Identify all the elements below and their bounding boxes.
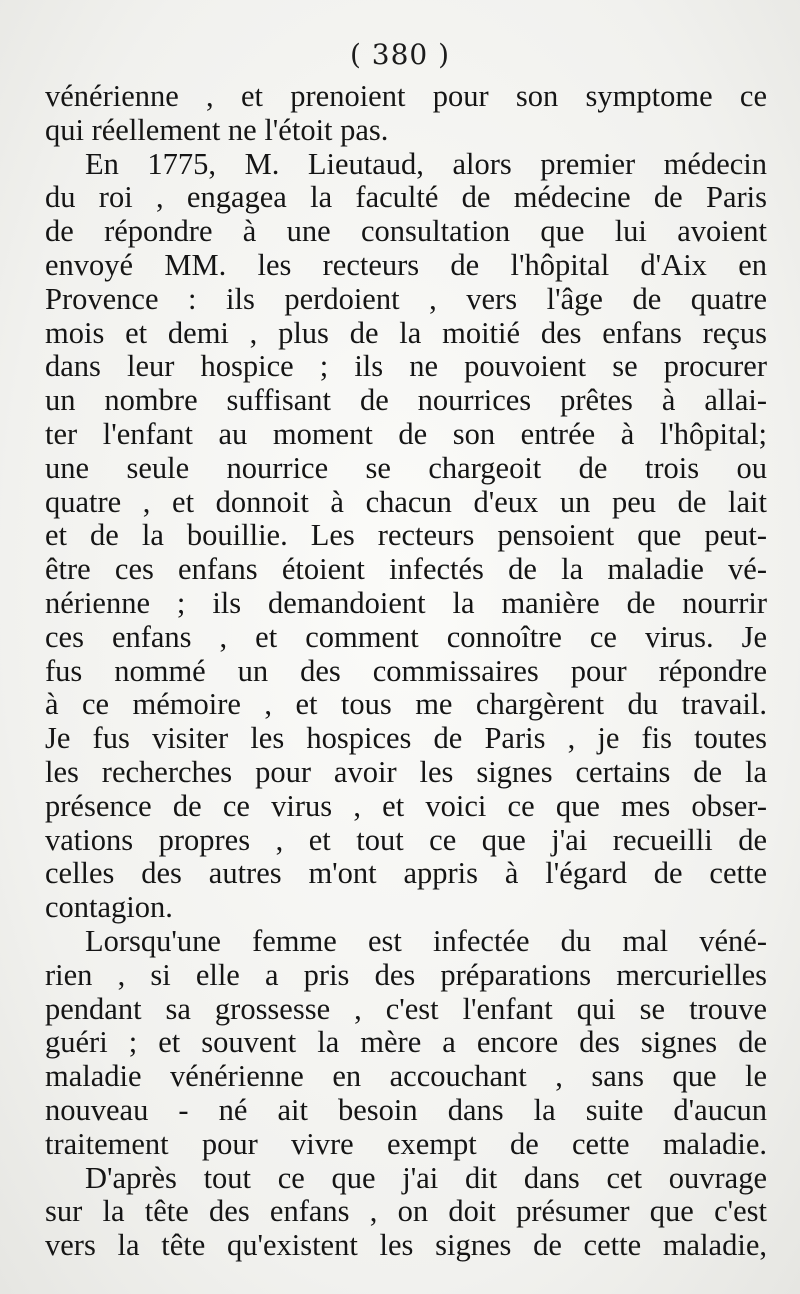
text-line: vations propres , et tout ce que j'ai recueilli de (45, 822, 767, 857)
text-line: celles des autres m'ont appris à l'égard de cette (45, 856, 767, 891)
text-line: D'après tout ce que j'ai dit dans cet ouvrage (85, 1160, 767, 1195)
text-line: présence de ce virus , et voici ce que mes obser- (45, 788, 767, 823)
text-line: nérienne ; ils demandoient la manière de nourrir (45, 585, 767, 620)
text-line: les recherches pour avoir les signes certains de la (45, 754, 767, 789)
text-line: un nombre suffisant de nourrices prêtes à allai- (45, 383, 767, 418)
text-line: pendant sa grossesse , c'est l'enfant qui se trouve (45, 991, 767, 1026)
text-line: mois et demi , plus de la moitié des enfans reçus (45, 315, 767, 350)
text-line: et de la bouillie. Les recteurs pensoient que peut- (45, 518, 767, 553)
text-line: Je fus visiter les hospices de Paris , je fis toutes (45, 721, 767, 756)
body-text (45, 80, 767, 1263)
text-line: quatre , et donnoit à chacun d'eux un peu de lait (45, 484, 767, 519)
text-line: maladie vénérienne en accouchant , sans que le (45, 1059, 767, 1094)
text-line: fus nommé un des commissaires pour répondre (45, 653, 767, 688)
text-line: une seule nourrice se chargeoit de trois ou (45, 450, 767, 485)
text-line: de répondre à une consultation que lui avoient (45, 214, 767, 249)
text-line: qui réellement ne l'étoit pas. (45, 112, 389, 147)
text-line: guéri ; et souvent la mère a encore des signes de (45, 1025, 767, 1060)
text-line: à ce mémoire , et tous me chargèrent du travail. (45, 687, 767, 722)
text-line: être ces enfans étoient infectés de la maladie vé- (45, 552, 767, 587)
text-line: sur la tête des enfans , on doit présumer que c'est (45, 1194, 767, 1229)
text-line: ces enfans , et comment connoître ce virus. Je (45, 619, 767, 654)
text-line: Lorsqu'une femme est infectée du mal véné- (85, 923, 767, 958)
text-line: ter l'enfant au moment de son entrée à l'hôpital; (45, 416, 767, 451)
text-line: nouveau - né ait besoin dans la suite d'aucun (45, 1092, 767, 1127)
text-line: contagion. (45, 890, 173, 925)
text-line: dans leur hospice ; ils ne pouvoient se procurer (45, 349, 767, 384)
text-line: En 1775, M. Lieutaud, alors premier médecin (85, 146, 767, 181)
text-line: vers la tête qu'existent les signes de cette maladie, (45, 1228, 767, 1263)
text-line: envoyé MM. les recteurs de l'hôpital d'Aix en (45, 247, 767, 282)
text-line: vénérienne , et prenoient pour son symptome ce (45, 79, 767, 113)
text-line: Provence : ils perdoient , vers l'âge de quatre (45, 281, 767, 316)
text-line: rien , si elle a pris des préparations mercurielles (45, 957, 767, 992)
text-line: traitement pour vivre exempt de cette maladie. (45, 1126, 767, 1161)
text-line: du roi , engagea la faculté de médecine de Paris (45, 180, 767, 215)
page-number: ( 380 ) (349, 38, 451, 71)
